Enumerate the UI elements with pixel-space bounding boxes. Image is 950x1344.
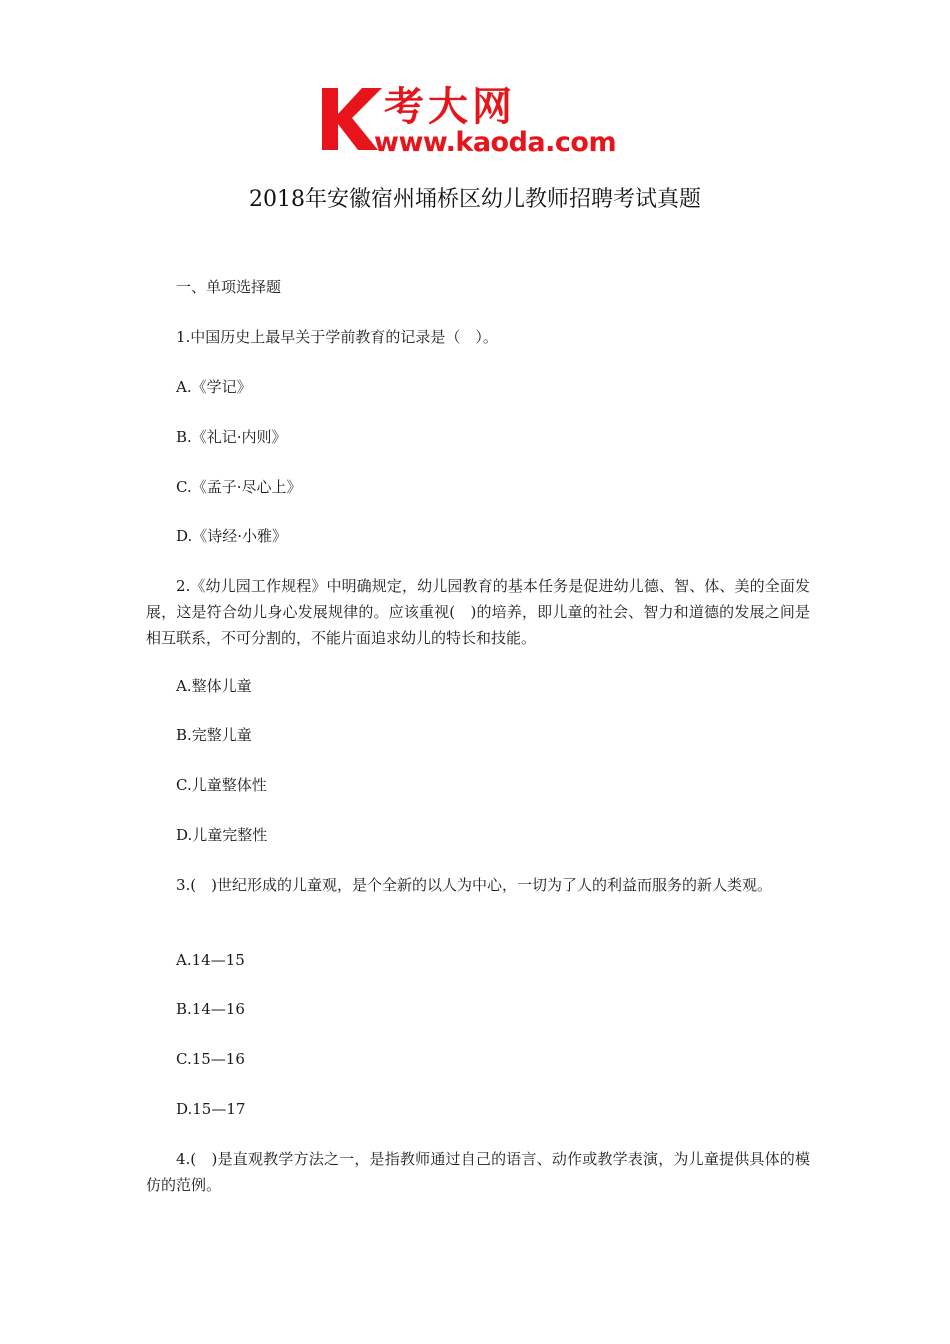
kaoda-logo bbox=[318, 84, 638, 158]
question-stem-4: 4.( )是直观教学方法之一，是指教师通过自己的语言、动作或教学表演，为儿童提供具体的模仿的范例。 bbox=[146, 1150, 810, 1194]
question-stem-3: 3.( )世纪形成的儿童观，是个全新的以人为中心，一切为了人的利益而服务的新人类观。 bbox=[176, 876, 773, 894]
logo-name: 考大网 bbox=[384, 84, 516, 130]
question-stem-2: 2.《幼儿园工作规程》中明确规定，幼儿园教育的基本任务是促进幼儿德、智、体、美的全面发展，这是符合幼儿身心发展规律的。应该重视( )的培养，即儿童的社会、智力和道德的发展之间是相互联系，不可分割的，不能片面追求幼儿的特长和技能。 bbox=[146, 577, 810, 647]
logo-url: www.kaoda.com bbox=[374, 127, 617, 158]
option-3d: D.15—17 bbox=[176, 1100, 246, 1118]
option-1d: D.《诗经·小雅》 bbox=[176, 527, 288, 545]
section-heading: 一、单项选择题 bbox=[176, 278, 282, 296]
option-2b: B.完整儿童 bbox=[176, 726, 252, 744]
option-1c: C.《孟子·尽心上》 bbox=[176, 478, 302, 496]
question-stem-1: 1.中国历史上最早关于学前教育的记录是（ ）。 bbox=[176, 328, 498, 346]
option-2c: C.儿童整体性 bbox=[176, 776, 267, 794]
option-3a: A.14—15 bbox=[176, 951, 245, 969]
option-3c: C.15—16 bbox=[176, 1050, 245, 1068]
option-3b: B.14—16 bbox=[176, 1000, 245, 1018]
page-title: 2018年安徽宿州埇桥区幼儿教师招聘考试真题 bbox=[249, 187, 701, 212]
option-2a: A.整体儿童 bbox=[176, 677, 252, 695]
option-1b: B.《礼记·内则》 bbox=[176, 428, 287, 446]
option-1a: A.《学记》 bbox=[176, 378, 252, 396]
option-2d: D.儿童完整性 bbox=[176, 826, 268, 844]
